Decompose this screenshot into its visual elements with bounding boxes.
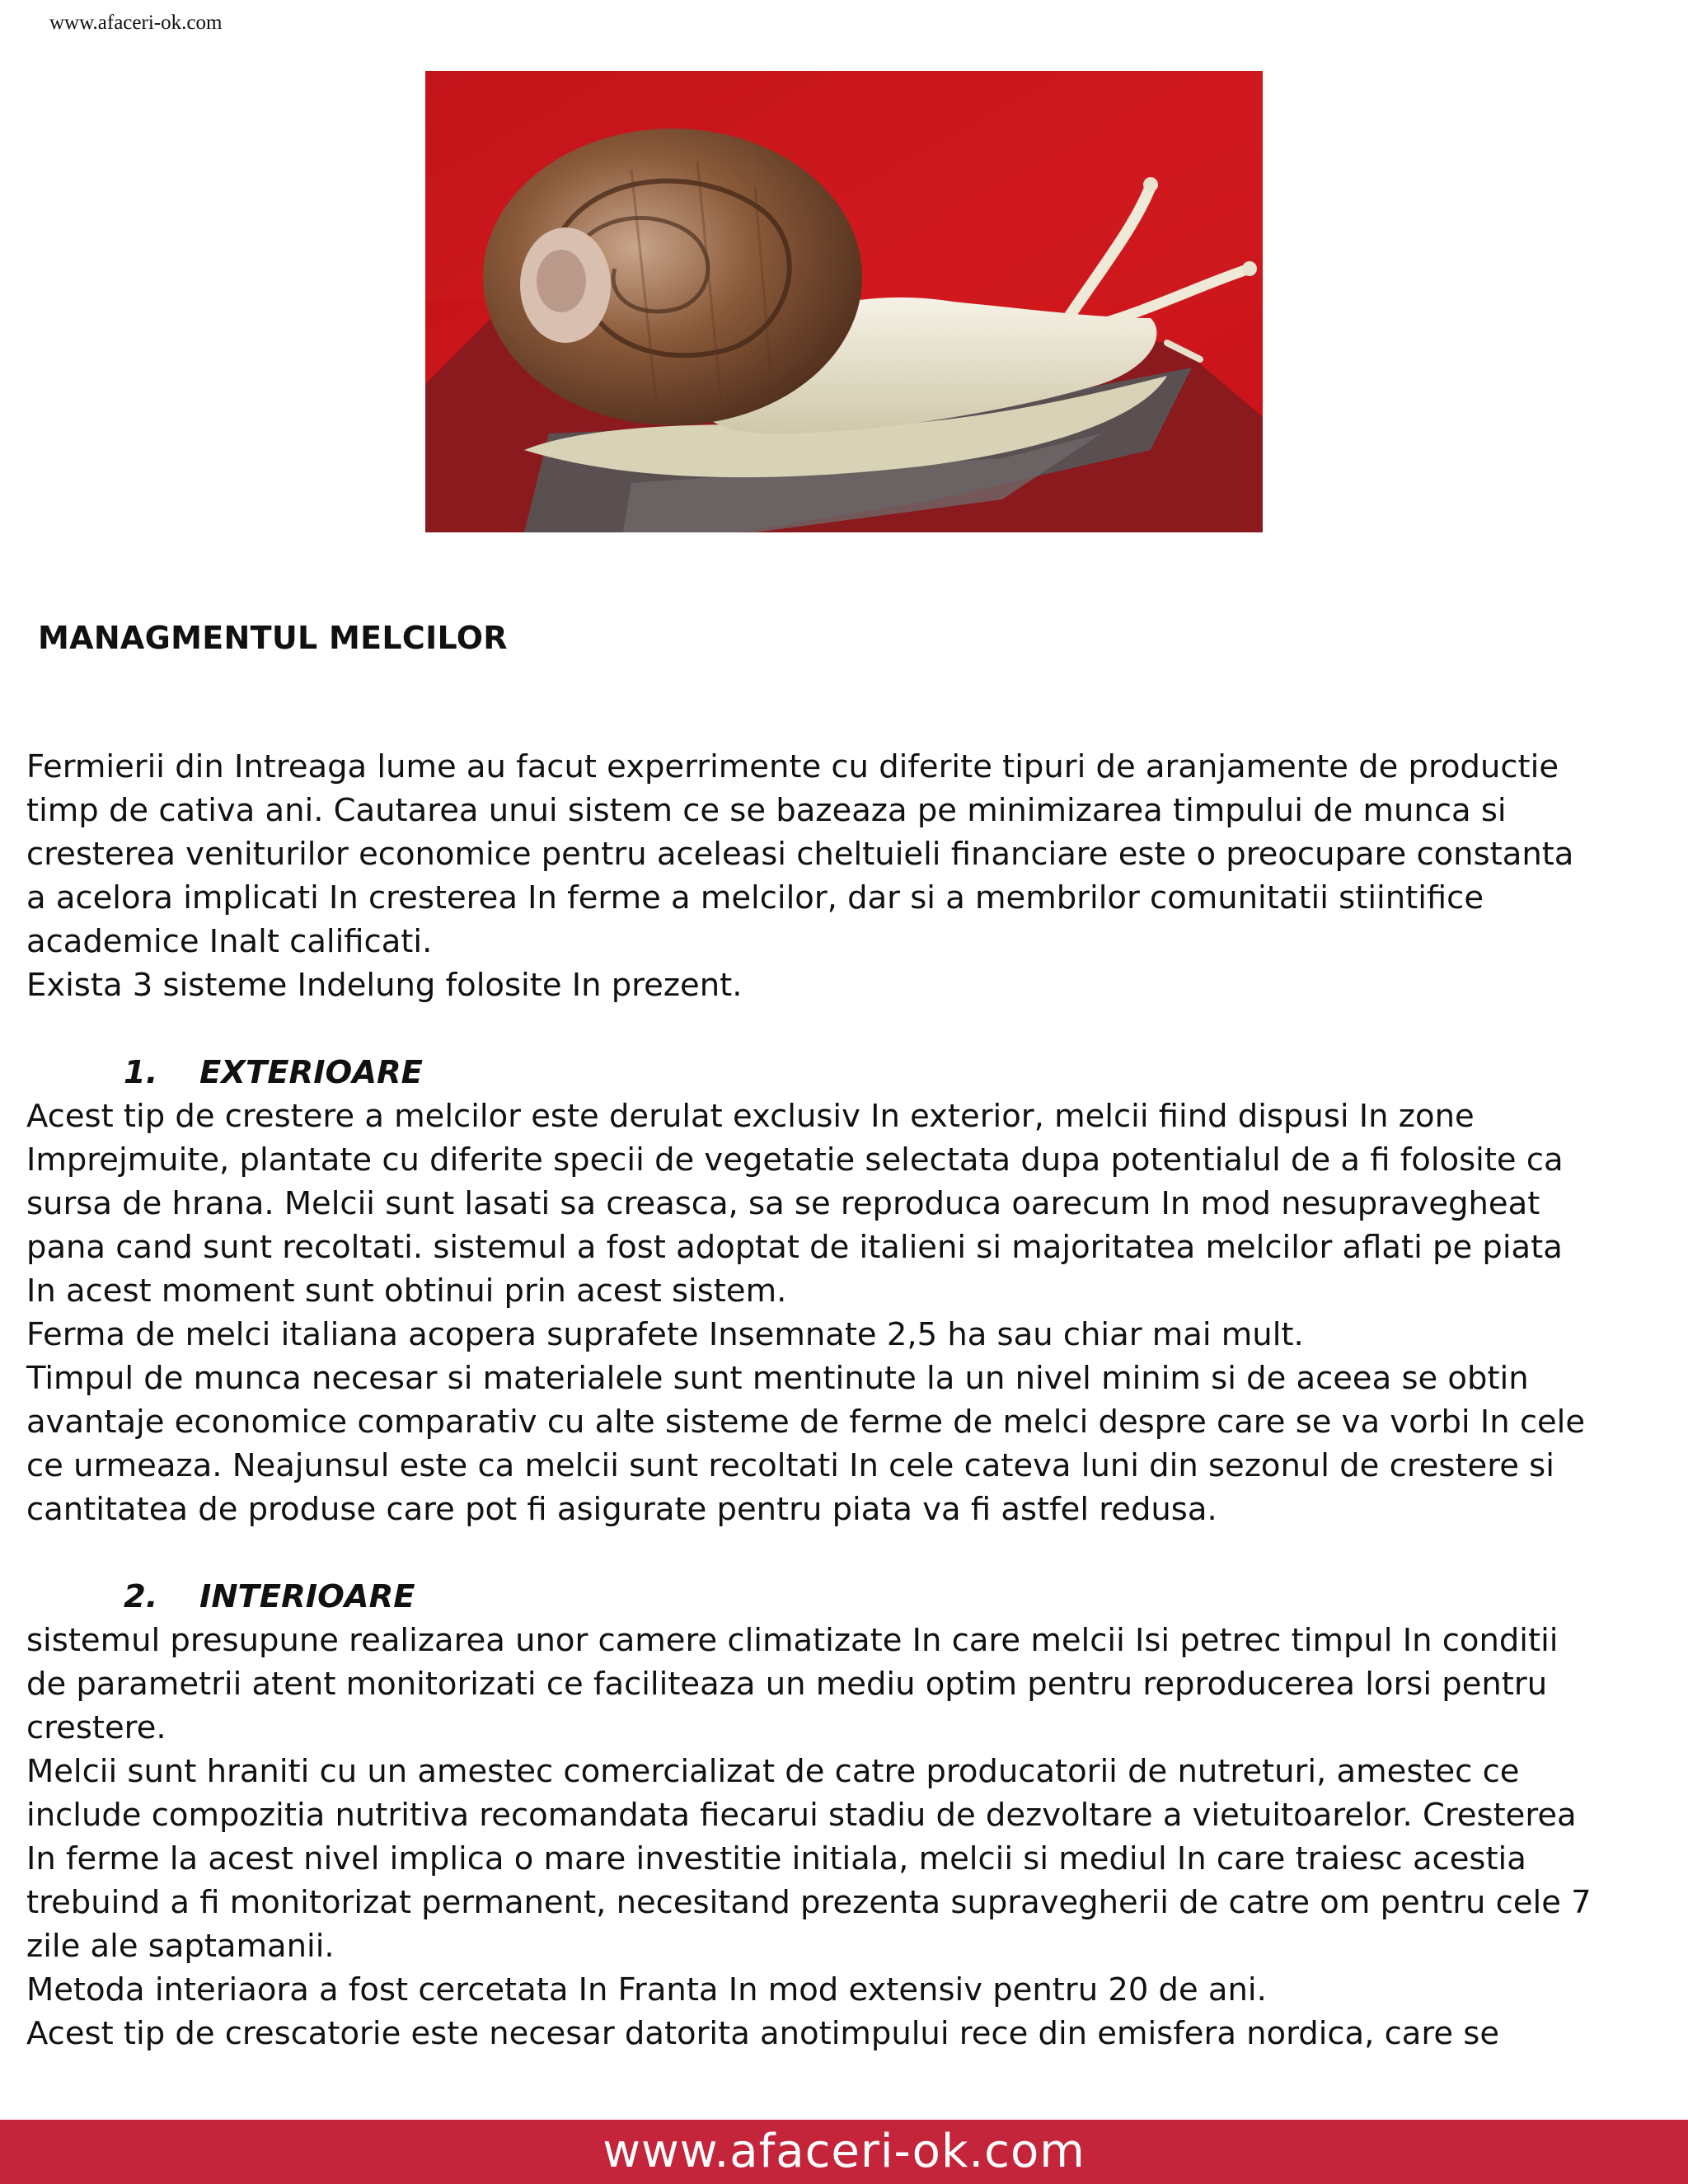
section1-line: ce urmeaza. Neajunsul este ca melcii sunt recoltati In cele cateva luni din sezonul de crestere si: [26, 1447, 1554, 1484]
section2-line: de parametrii atent monitorizati ce faciliteaza un mediu optim pentru reproducerea lorsi pentru: [26, 1666, 1548, 1703]
section2-line: crestere.: [26, 1709, 166, 1746]
intro-line: cresterea veniturilor economice pentru aceleasi cheltuieli financiare este o preocupare constanta: [26, 836, 1574, 873]
footer-banner: [0, 2120, 1688, 2184]
header-site-url: www.afaceri-ok.com: [49, 12, 223, 34]
footer-site-url: www.afaceri-ok.com: [603, 2125, 1085, 2178]
article-body: [26, 745, 1667, 2055]
snail-illustration: [425, 71, 1263, 532]
spacer: [26, 1531, 1667, 1575]
section2-line: zile ale saptamanii.: [26, 1928, 335, 1965]
section-number: 1.: [124, 1054, 158, 1091]
section2-line: Metoda interiaora a fost cercetata In Franta In mod extensiv pentru 20 de ani.: [26, 1971, 1267, 2008]
section2-line: In ferme la acest nivel implica o mare investitie initiala, melcii si mediul In care traiesc acestia: [26, 1840, 1526, 1877]
snail-photo: [425, 71, 1263, 532]
section1-line: Acest tip de crestere a melcilor este derulat exclusiv In exterior, melcii fiind dispusi In zone: [26, 1098, 1475, 1135]
section1-line: Timpul de munca necesar si materialele sunt mentinute la un nivel minim si de aceea se obtin: [26, 1360, 1529, 1397]
section1-line: Ferma de melci italiana acopera suprafete Insemnate 2,5 ha sau chiar mai mult.: [26, 1316, 1304, 1353]
section1-line: sursa de hrana. Melcii sunt lasati sa creasca, sa se reproduca oarecum In mod nesupravegheat: [26, 1185, 1540, 1222]
section2-line: sistemul presupune realizarea unor camere climatizate In care melcii Isi petrec timpul In conditii: [26, 1622, 1559, 1659]
intro-line: a acelora implicati In cresterea In ferme a melcilor, dar si a membrilor comunitatii stiintifice: [26, 879, 1484, 916]
intro-line: Fermierii din Intreaga lume au facut experrimente cu diferite tipuri de aranjamente de productie: [26, 748, 1559, 785]
section1-line: avantaje economice comparativ cu alte sisteme de ferme de melci despre care se va vorbi In cele: [26, 1404, 1586, 1441]
section2-line: Acest tip de crescatorie este necesar datorita anotimpului rece din emisfera nordica, care se: [26, 2015, 1500, 2052]
page-title: MANAGMENTUL MELCILOR: [38, 620, 508, 656]
section2-line: Melcii sunt hraniti cu un amestec comercializat de catre producatorii de nutreturi, amestec ce: [26, 1753, 1520, 1790]
section-heading-text: EXTERIOARE: [199, 1054, 423, 1091]
section2-line: trebuind a fi monitorizat permanent, necesitand prezenta supravegherii de catre om pentru cele 7: [26, 1884, 1592, 1921]
section1-line: cantitatea de produse care pot fi asigurate pentru piata va fi astfel redusa.: [26, 1491, 1217, 1528]
intro-line: timp de cativa ani. Cautarea unui sistem ce se bazeaza pe minimizarea timpului de munca si: [26, 792, 1507, 829]
section-number: 2.: [124, 1578, 158, 1615]
spacer: [26, 1007, 1667, 1051]
section-heading-text: INTERIOARE: [199, 1578, 415, 1615]
section1-line: Imprejmuite, plantate cu diferite specii de vegetatie selectata dupa potentialul de a fi folosite ca: [26, 1141, 1564, 1179]
intro-line: Exista 3 sisteme Indelung folosite In prezent.: [26, 967, 743, 1004]
section-heading-interioare: [26, 1575, 1667, 1619]
section1-line: In acest moment sunt obtinui prin acest sistem.: [26, 1272, 787, 1310]
section-heading-exterioare: [26, 1051, 1667, 1094]
section2-line: include compozitia nutritiva recomandata fiecarui stadiu de dezvoltare a vietuitoarelor. Cresterea: [26, 1797, 1577, 1834]
intro-line: academice Inalt calificati.: [26, 923, 433, 960]
section1-line: pana cand sunt recoltati. sistemul a fost adoptat de italieni si majoritatea melcilor aflati pe piata: [26, 1229, 1563, 1266]
